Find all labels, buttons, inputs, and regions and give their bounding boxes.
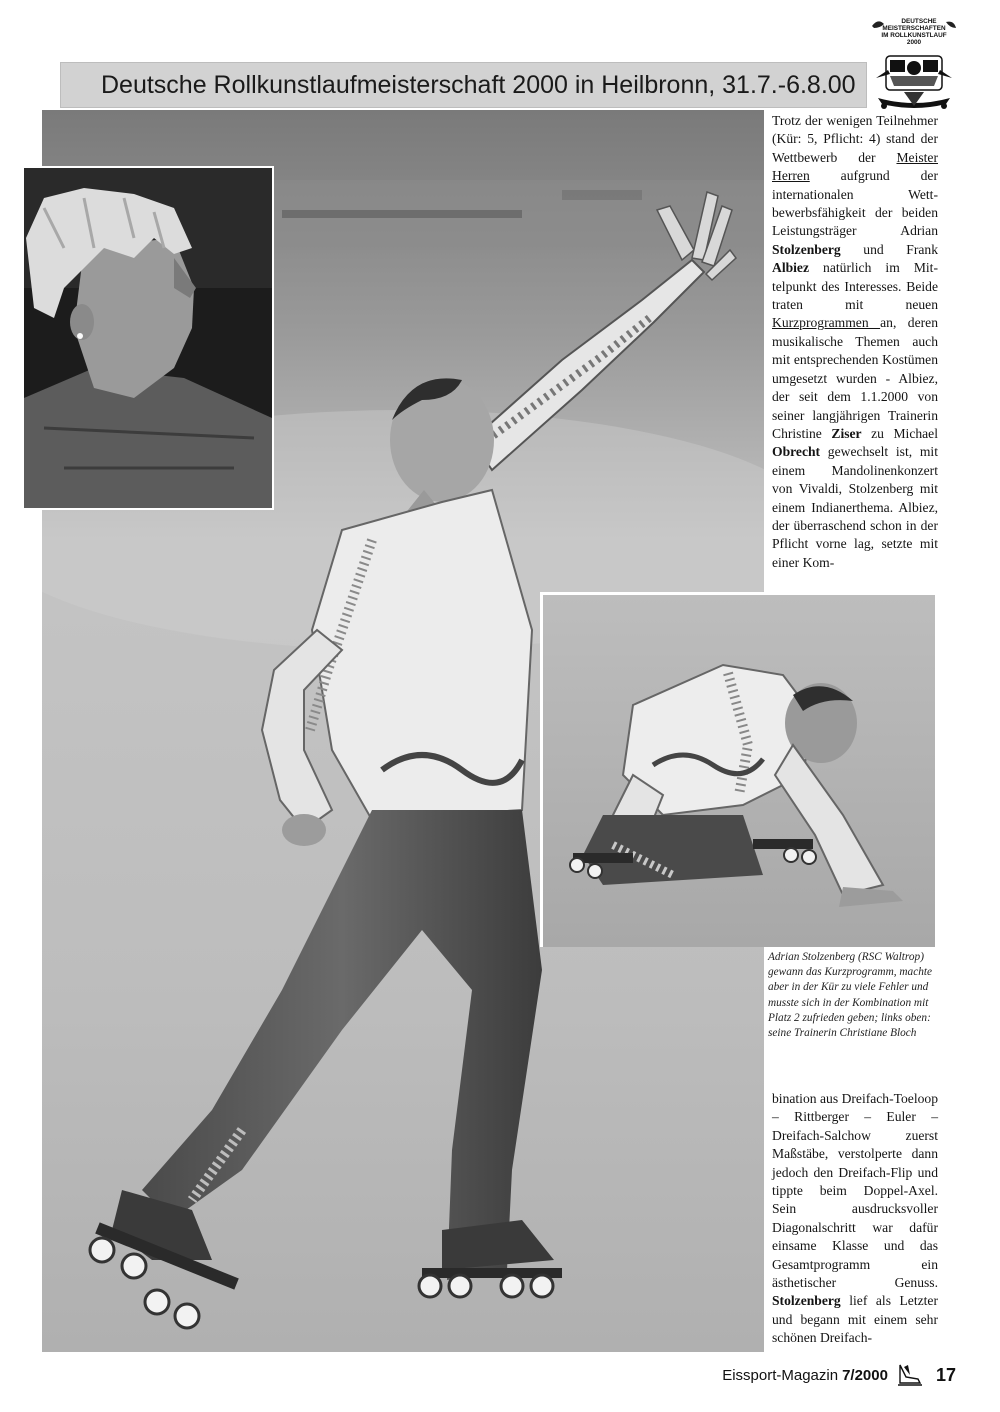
bold-name: Albiez — [772, 260, 809, 276]
article-column-bottom — [772, 1090, 938, 1348]
article-text: gewechselt ist, mit einem Mandolinenkonzert von Vivaldi, Stolzenberg mit einem Indianerthema. Albiez, der überraschend schon in der Pflicht vorne lag, setzte mit einer Kom- — [772, 444, 938, 570]
logo-year: 2000 — [906, 39, 922, 46]
logo-line-1: DEUTSCHE — [901, 18, 937, 25]
article-text: und Frank — [840, 241, 938, 257]
magazine-name: Eissport-Magazin — [722, 1366, 839, 1384]
article-text: bination aus Dreifach-Toeloop – Rittberger – Euler – Dreifach-Salchow zuerst Maßstäbe, verstolperte dann jedoch den Dreifach-Flip und tippte beim Doppel-Axel. Sein ausdrucksvoller Diagonalschritt war dafür einsame Klasse und das Gesamtprogramm ein ästhetischer Genuss. — [772, 1091, 938, 1291]
bold-name: Stolzenberg — [772, 241, 841, 257]
page-footer — [722, 1363, 956, 1387]
bold-name: Ziser — [831, 425, 862, 441]
headline-bar — [60, 62, 867, 108]
championship-logo — [868, 18, 960, 114]
kneeling-skater-photo-icon — [543, 595, 935, 947]
article-text: Trotz der wenigen Teilnehmer (Kür: 5, Pflicht: 4) stand der Wettbewerb der — [772, 113, 938, 165]
bold-name: Obrecht — [772, 444, 821, 460]
article-text: lief als Letzter und begann mit einem sehr schönen Dreifach- — [772, 1293, 938, 1346]
article-text: aufgrund der internationalen Wettbewerbsfähigkeit der beiden Leistungsträger Adrian — [772, 168, 938, 239]
ice-skate-logo-icon — [896, 1363, 924, 1387]
article-text: an, deren musikalische Themen auch mit entsprechenden Kostümen umgesetzt wurden - Albiez, der seit dem 1.1.2000 von seiner langjährigen Trainerin Christine — [772, 315, 938, 441]
logo-line-3: IM ROLLKUNSTLAUF — [881, 32, 947, 39]
article-column-top — [772, 112, 938, 572]
logo-text — [868, 18, 960, 46]
portrait-photo-icon — [24, 168, 272, 508]
inset-photo-kneeling-skater — [540, 592, 935, 947]
page-number: 17 — [935, 1364, 956, 1385]
article-text: natürlich im Mittelpunkt des Interesses. Beide traten mit neuen — [772, 260, 938, 313]
logo-line-2: MEISTERSCHAFTEN — [882, 25, 946, 32]
photo-caption: Adrian Stolzenberg (RSC Waltrop) gewann das Kurzprogramm, machte aber in der Kür zu viele Fehler und musste sich in der Kombination mit Platz 2 zufrieden geben; links oben: seine Trainerin Christiane Bloch — [768, 951, 933, 1040]
issue-number: 7/2000 — [842, 1366, 888, 1384]
headline: Deutsche Rollkunstlaufmeisterschaft 2000 in Heilbronn, 31.7.-6.8.00 — [101, 71, 856, 99]
bold-name: Stolzenberg — [772, 1293, 841, 1309]
underlined-term: Kurzprogrammen — [772, 315, 881, 331]
underlined-term: Meister Herren — [772, 149, 938, 184]
inset-photo-trainer — [22, 166, 274, 510]
article-text: zu Michael — [861, 425, 938, 441]
